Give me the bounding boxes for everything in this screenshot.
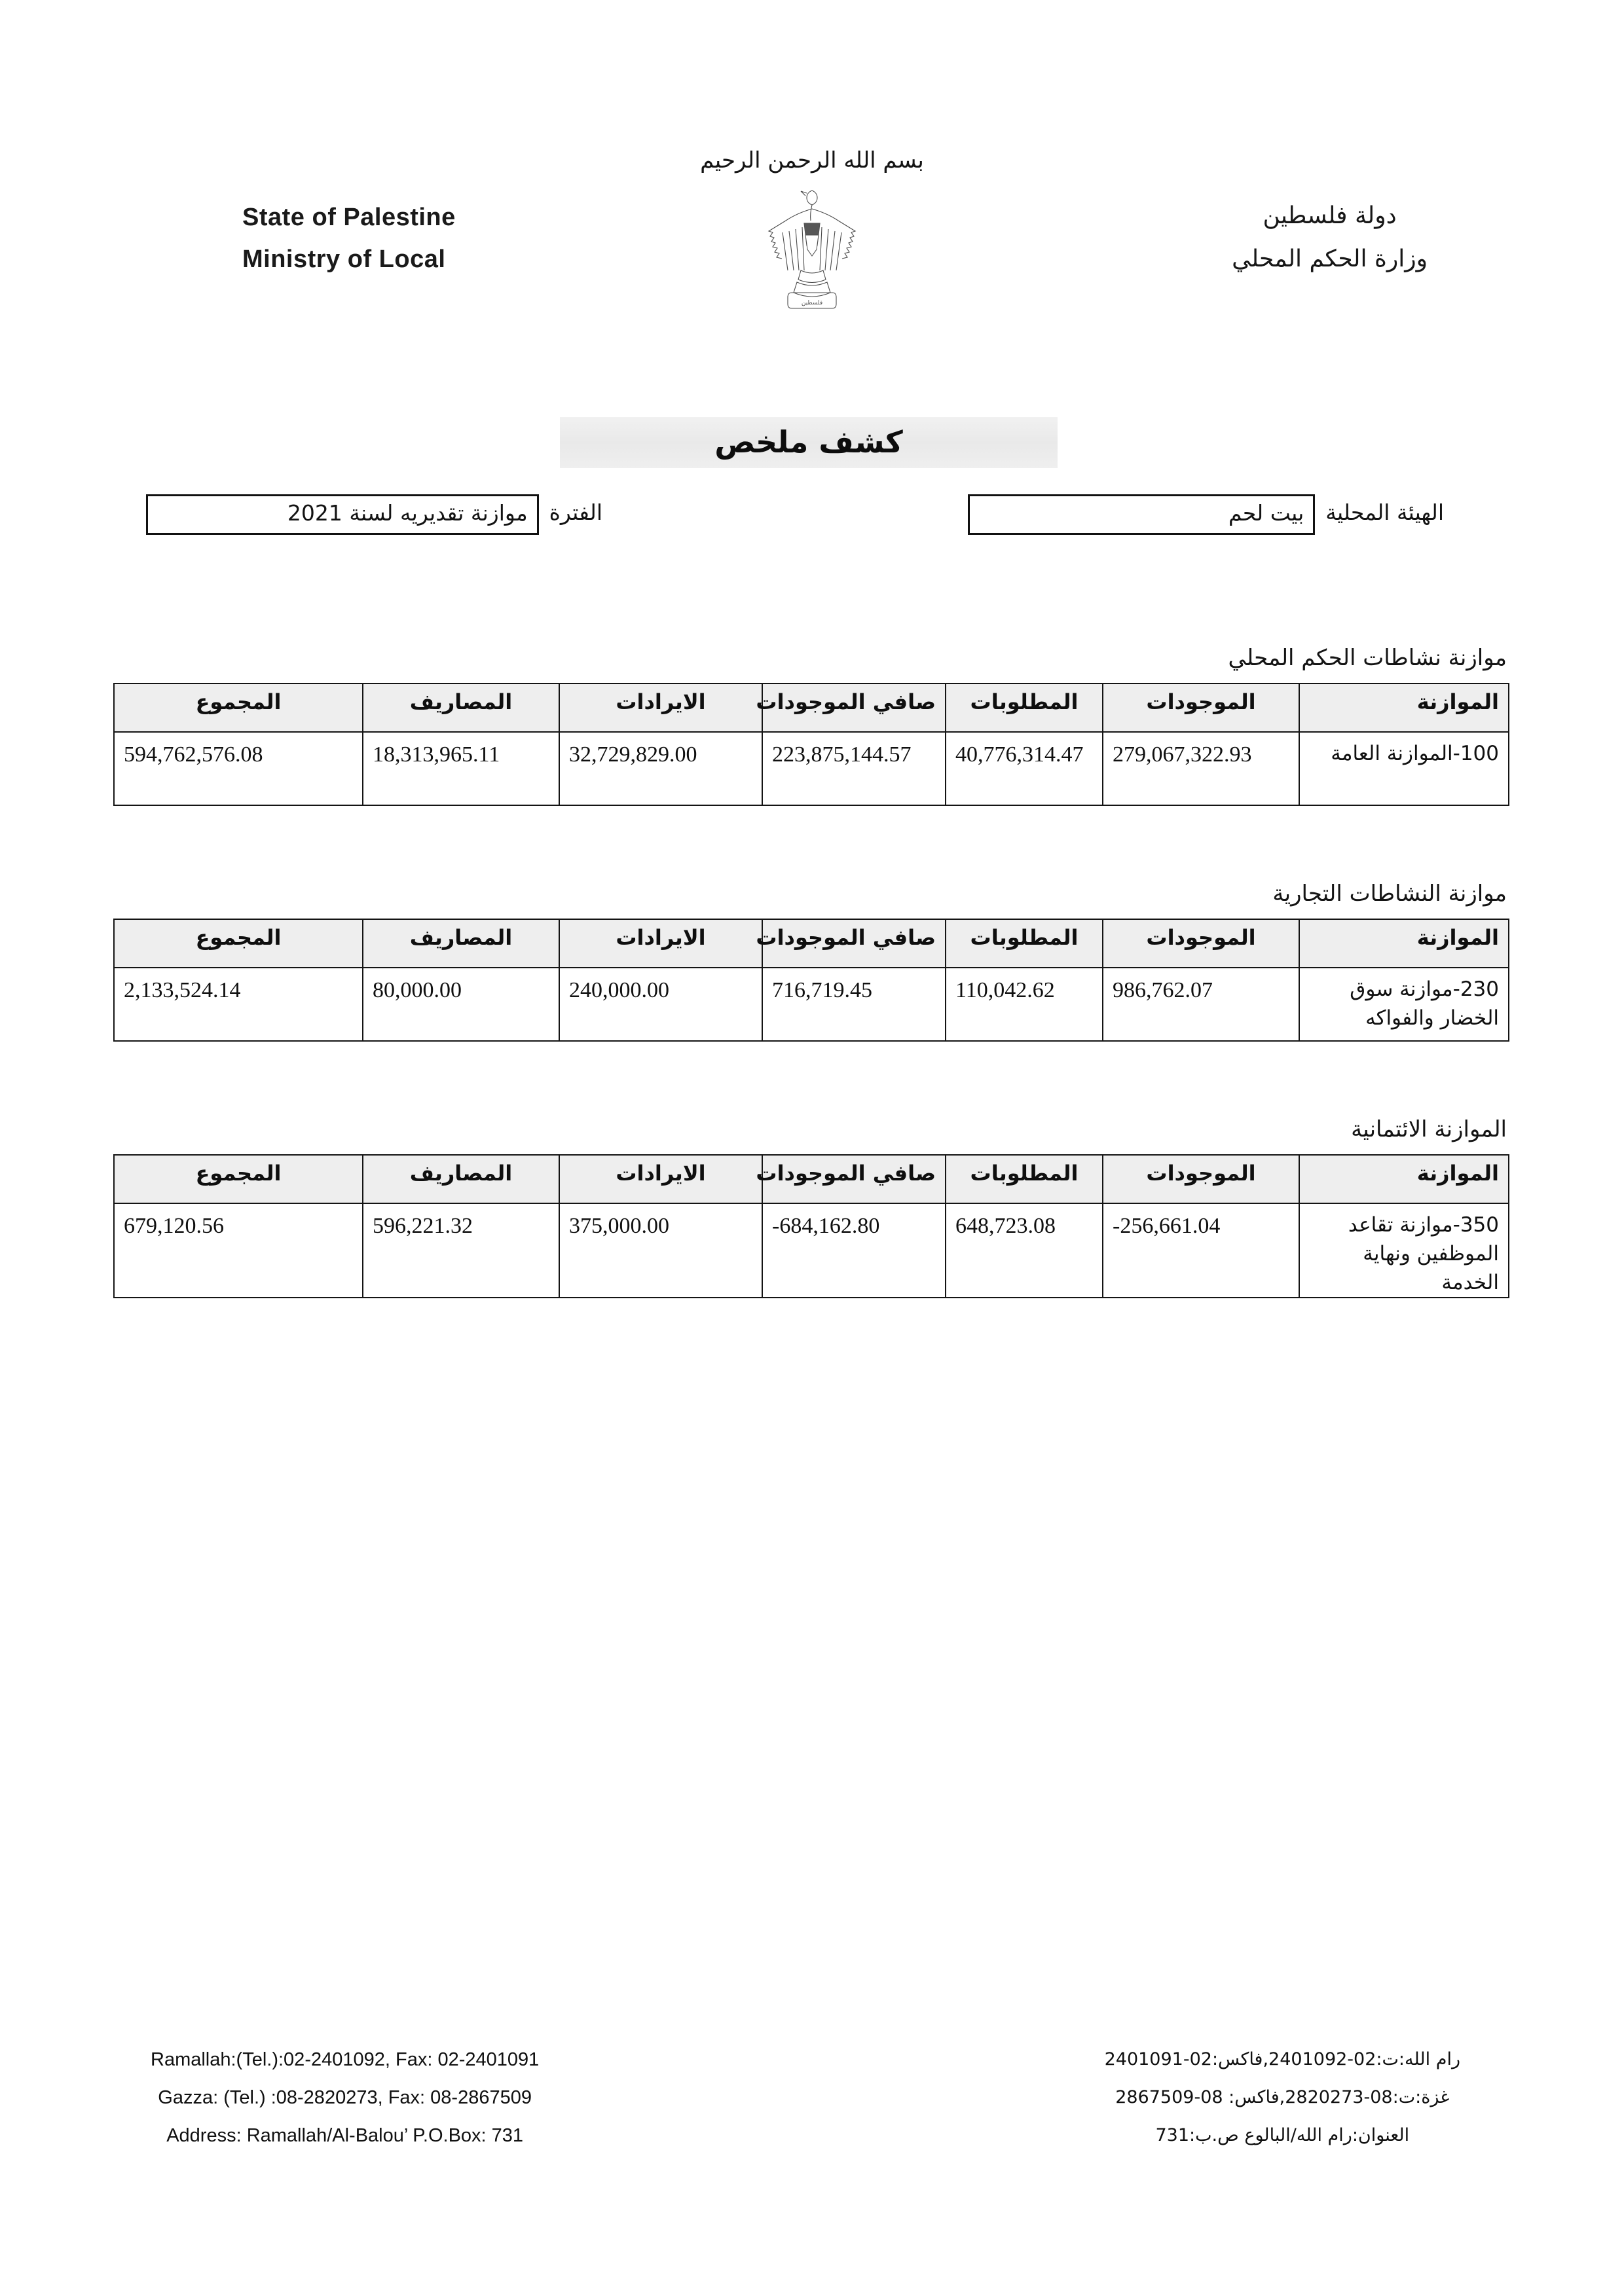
palestine-eagle-emblem: [763, 185, 861, 310]
state-of-palestine-line: State of Palestine: [242, 204, 456, 231]
cell-total: 594,762,576.08: [114, 732, 363, 805]
footer-line-gaza-ar: غزة:ت:08-2820273,فاكس: 08-2867509: [1115, 2087, 1450, 2107]
section-title: الموازنة الائتمانية: [1351, 1116, 1507, 1142]
column-header-liabilities: المطلوبات: [946, 919, 1103, 968]
section-title: موازنة النشاطات التجارية: [1272, 881, 1507, 907]
cell-revenue: 375,000.00: [559, 1203, 762, 1298]
cell-liabilities: 40,776,314.47: [946, 732, 1103, 805]
local-authority-value[interactable]: بيت لحم: [968, 494, 1315, 535]
column-header-liabilities: المطلوبات: [946, 1155, 1103, 1203]
cell-total: 679,120.56: [114, 1203, 363, 1298]
cell-liabilities: 648,723.08: [946, 1203, 1103, 1298]
cell-budget: 230-موازنة سوق الخضار والفواكه: [1299, 968, 1509, 1041]
column-header-expenses: المصاريف: [363, 919, 559, 968]
column-header-assets: الموجودات: [1103, 1155, 1299, 1203]
column-header-revenue: الايرادات: [559, 919, 762, 968]
table-header-row: [114, 1155, 1509, 1203]
cell-liabilities: 110,042.62: [946, 968, 1103, 1041]
section-title: موازنة نشاطات الحكم المحلي: [1228, 645, 1507, 671]
page-title: كشف ملخص: [714, 424, 903, 460]
section-commercial-activities: [115, 881, 1509, 1042]
footer-line-address: Address: Ramallah/Al-Balou’ P.O.Box: 731: [166, 2125, 524, 2146]
period-value[interactable]: موازنة تقديريه لسنة 2021: [146, 494, 539, 535]
cell-budget: 350-موازنة تقاعد الموظفين ونهاية الخدمة: [1299, 1203, 1509, 1298]
table-row: [114, 968, 1509, 1041]
cell-assets: -256,661.04: [1103, 1203, 1299, 1298]
section-local-government-activities: [115, 645, 1509, 806]
footer-contact-english: [151, 2041, 539, 2155]
column-header-expenses: المصاريف: [363, 683, 559, 732]
column-header-assets: الموجودات: [1103, 919, 1299, 968]
ministry-arabic-line: وزارة الحكم المحلي: [1232, 246, 1428, 272]
table-row: [114, 1203, 1509, 1298]
document-header: [0, 147, 1624, 357]
ministry-of-local-line: Ministry of Local: [242, 246, 446, 273]
table-header-row: [114, 683, 1509, 732]
period-label: الفترة: [549, 500, 602, 525]
footer-line-ramallah-ar: رام الله:ت:02-2401092,فاكس:02-2401091: [1104, 2049, 1460, 2069]
basmala-text: بسم الله الرحمن الرحيم: [700, 147, 924, 173]
summary-table: [113, 1154, 1509, 1298]
cell-assets: 986,762.07: [1103, 968, 1299, 1041]
summary-table: [113, 683, 1509, 806]
cell-expenses: 18,313,965.11: [363, 732, 559, 805]
cell-budget: 100-الموازنة العامة: [1299, 732, 1509, 805]
column-header-budget: الموازنة: [1299, 683, 1509, 732]
cell-net-assets: -684,162.80: [762, 1203, 946, 1298]
header-english-block: [242, 196, 456, 280]
footer-line-address-ar: العنوان:رام الله/البالوع ص.ب:731: [1155, 2125, 1410, 2145]
state-arabic-line: دولة فلسطين: [1263, 202, 1397, 229]
table-row: [114, 732, 1509, 805]
document-title-band: [560, 417, 1058, 468]
column-header-expenses: المصاريف: [363, 1155, 559, 1203]
local-authority-field: [968, 494, 1444, 535]
column-header-total: المجموع: [114, 1155, 363, 1203]
header-arabic-block: [1232, 194, 1428, 281]
cell-net-assets: 716,719.45: [762, 968, 946, 1041]
period-field: [146, 494, 602, 535]
summary-table: [113, 919, 1509, 1042]
cell-total: 2,133,524.14: [114, 968, 363, 1041]
column-header-total: المجموع: [114, 683, 363, 732]
column-header-net-assets: صافي الموجودات: [762, 683, 946, 732]
local-authority-label: الهيئة المحلية: [1325, 500, 1444, 525]
svg-text:فلسطين: فلسطين: [801, 300, 823, 306]
column-header-liabilities: المطلوبات: [946, 683, 1103, 732]
table-header-row: [114, 919, 1509, 968]
column-header-revenue: الايرادات: [559, 683, 762, 732]
meta-fields-row: [0, 494, 1624, 553]
cell-expenses: 596,221.32: [363, 1203, 559, 1298]
cell-net-assets: 223,875,144.57: [762, 732, 946, 805]
column-header-total: المجموع: [114, 919, 363, 968]
column-header-net-assets: صافي الموجودات: [762, 1155, 946, 1203]
section-trust-budget: [115, 1116, 1509, 1298]
footer-line-ramallah: Ramallah:(Tel.):02-2401092, Fax: 02-2401091: [151, 2049, 540, 2070]
cell-revenue: 240,000.00: [559, 968, 762, 1041]
footer-line-gaza: Gazza: (Tel.) :08-2820273, Fax: 08-2867509: [158, 2087, 532, 2108]
column-header-assets: الموجودات: [1103, 683, 1299, 732]
column-header-budget: الموازنة: [1299, 919, 1509, 968]
column-header-budget: الموازنة: [1299, 1155, 1509, 1203]
footer-contact-arabic: [1105, 2041, 1460, 2155]
document-footer: [0, 2028, 1624, 2178]
cell-assets: 279,067,322.93: [1103, 732, 1299, 805]
column-header-net-assets: صافي الموجودات: [762, 919, 946, 968]
column-header-revenue: الايرادات: [559, 1155, 762, 1203]
cell-revenue: 32,729,829.00: [559, 732, 762, 805]
cell-expenses: 80,000.00: [363, 968, 559, 1041]
